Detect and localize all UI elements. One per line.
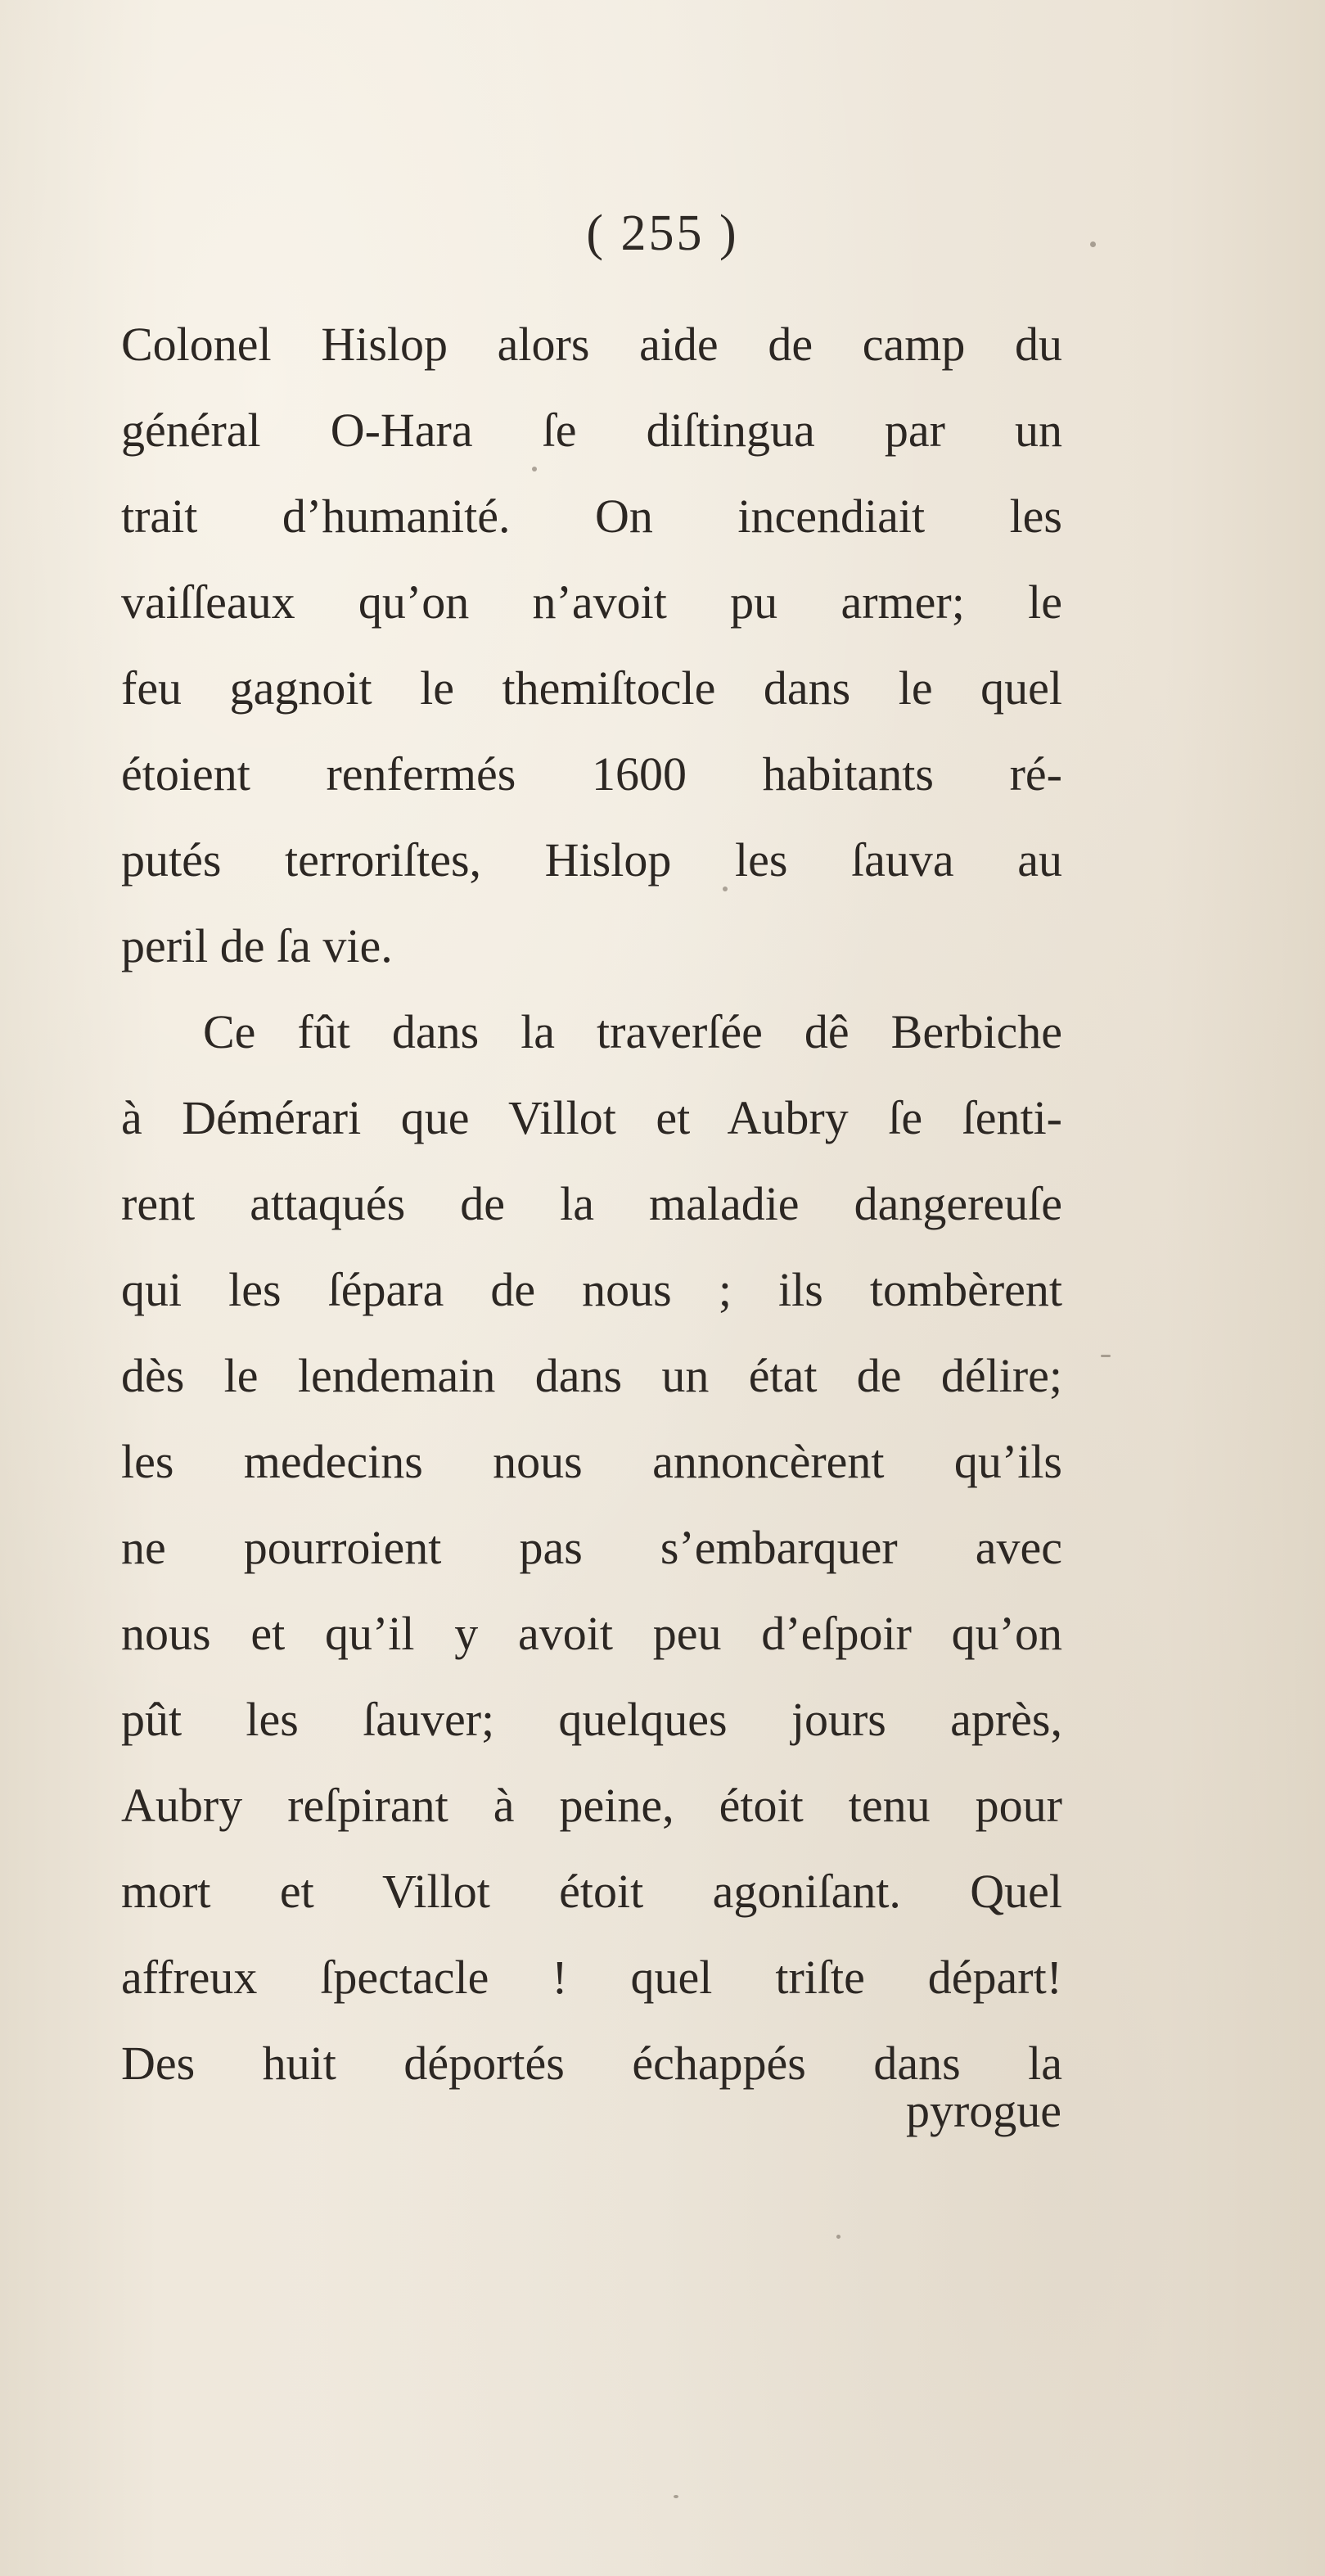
text-line: ne pourroient pas s’embarquer avec (121, 1521, 1062, 1574)
text-line: affreux ſpectacle ! quel triſte départ! (121, 1951, 1062, 2004)
text-line: Colonel Hislop alors aide de camp du (121, 318, 1062, 371)
text-line: Des huit déportés échappés dans la (121, 2037, 1062, 2090)
text-line: trait d’humanité. On incendiait les (121, 489, 1062, 543)
paper-speck (1101, 1355, 1111, 1357)
paper-speck (532, 467, 537, 471)
paper-speck (674, 2495, 678, 2498)
text-line: qui les ſépara de nous ; ils tombèrent (121, 1263, 1062, 1316)
text-line: dès le lendemain dans un état de délire; (121, 1349, 1062, 1402)
catchword: pyrogue (905, 2084, 1061, 2137)
body-text (121, 301, 1062, 2106)
paper-speck (723, 886, 728, 891)
text-line: mort et Villot étoit agoniſant. Quel (121, 1865, 1062, 1918)
paper-speck (836, 2235, 841, 2239)
text-line: à Démérari que Villot et Aubry ſe ſenti- (121, 1091, 1062, 1144)
text-line: peril de ſa vie. (121, 919, 393, 972)
text-line: Ce fût dans la traverſée dê Berbiche (203, 1005, 1062, 1058)
text-line: rent attaqués de la maladie dangereuſe (121, 1177, 1062, 1230)
text-line: pût les ſauver; quelques jours après, (121, 1693, 1062, 1746)
text-line: vaiſſeaux qu’on n’avoit pu armer; le (121, 575, 1062, 629)
text-line: étoient renfermés 1600 habitants ré- (121, 747, 1062, 801)
text-line: feu gagnoit le themiſtocle dans le quel (121, 661, 1062, 715)
text-line: putés terroriſtes, Hislop les ſauva au (121, 833, 1062, 886)
page-number: ( 255 ) (586, 205, 739, 261)
text-line: les medecins nous annoncèrent qu’ils (121, 1435, 1062, 1488)
text-line: général O-Hara ſe diſtingua par un (121, 404, 1062, 457)
text-line: Aubry reſpirant à peine, étoit tenu pour (121, 1779, 1062, 1832)
text-line: nous et qu’il y avoit peu d’eſpoir qu’on (121, 1607, 1062, 1660)
paper-speck (1090, 241, 1096, 247)
